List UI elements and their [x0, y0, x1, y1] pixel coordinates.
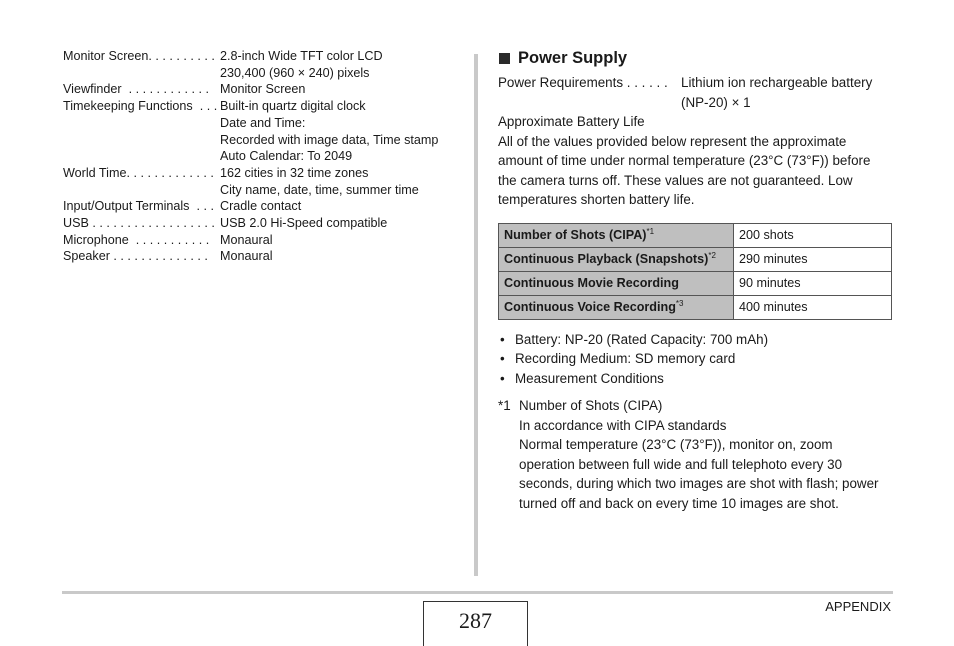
table-key-text: Continuous Voice Recording	[504, 300, 676, 314]
bullet-dot-icon: •	[500, 370, 505, 386]
spec-label: USB . . . . . . . . . . . . . . . . . .	[63, 216, 215, 231]
column-divider	[474, 54, 478, 576]
condition-list	[498, 330, 892, 389]
table-key-text: Number of Shots (CIPA)	[504, 228, 647, 242]
footnote-mark: *1	[498, 398, 511, 413]
spec-row	[63, 248, 463, 265]
power-supply-section	[498, 47, 892, 513]
spec-label: Input/Output Terminals . . .	[63, 199, 214, 214]
spec-value-cont: Auto Calendar: To 2049	[220, 149, 353, 164]
spec-value: 162 cities in 32 time zones	[220, 165, 369, 180]
footnote-body: Normal temperature (23°C (73°F)), monitor on, zoom operation between full wide and full telephoto every 30 seconds, during which two images are shot with flash; power turned off and back on every time 10 images are shot.	[519, 437, 879, 511]
spec-label: Speaker . . . . . . . . . . . . . .	[63, 249, 208, 264]
table-key-text: Continuous Playback (Snapshots)	[504, 252, 709, 266]
spec-value-cont: 230,400 (960 × 240) pixels	[220, 65, 370, 80]
footnote-ref: *1	[646, 227, 655, 236]
spec-value-cont: City name, date, time, summer time	[220, 182, 419, 197]
section-title: Power Supply	[518, 49, 628, 67]
list-item	[498, 349, 892, 369]
spec-label: World Time. . . . . . . . . . . . .	[63, 165, 214, 180]
spec-label: Timekeeping Functions . . .	[63, 99, 218, 114]
table-key	[499, 271, 734, 295]
table-row	[499, 295, 892, 319]
table-row	[499, 271, 892, 295]
spec-list	[63, 48, 463, 265]
footer-divider	[62, 591, 893, 594]
spec-row	[63, 165, 463, 182]
table-row	[499, 223, 892, 247]
footnote-title: Number of Shots (CIPA)	[519, 398, 663, 413]
spec-value-cont: Date and Time:	[220, 115, 306, 130]
spec-value-cont: Recorded with image data, Time stamp	[220, 132, 439, 147]
spec-label: Viewfinder . . . . . . . . . . . .	[63, 82, 210, 97]
table-value: 200 shots	[734, 223, 892, 247]
spec-row	[63, 232, 463, 249]
spec-value: Built-in quartz digital clock	[220, 99, 366, 114]
spec-value: Monitor Screen	[220, 82, 306, 97]
spec-rows	[63, 48, 463, 265]
table-row	[499, 247, 892, 271]
spec-value: 2.8-inch Wide TFT color LCD	[220, 49, 383, 63]
table-value: 90 minutes	[734, 271, 892, 295]
table-key-text: Continuous Movie Recording	[504, 276, 679, 290]
table-key	[499, 247, 734, 271]
list-item-text: Recording Medium: SD memory card	[515, 351, 736, 366]
spec-row	[63, 198, 463, 215]
spec-value: Cradle contact	[220, 199, 302, 214]
table-value: 290 minutes	[734, 247, 892, 271]
battery-life-table	[498, 223, 892, 320]
bullet-dot-icon: •	[500, 331, 505, 347]
list-item	[498, 330, 892, 350]
list-item-text: Battery: NP-20 (Rated Capacity: 700 mAh)	[515, 331, 769, 347]
spec-row	[63, 98, 463, 115]
page-number: 287	[423, 601, 528, 646]
spec-row	[63, 215, 463, 232]
spec-row	[63, 48, 463, 65]
battery-life-description: All of the values provided below represent the approximate amount of time under normal temperature (23°C (73°F)) before the camera turns off. These values are not guaranteed. Low temperatures shorten battery life.	[498, 133, 871, 207]
footnote-ref: *3	[675, 299, 684, 308]
power-requirements-value: Lithium ion rechargeable battery	[681, 75, 873, 90]
spec-label: Microphone . . . . . . . . . . .	[63, 232, 210, 247]
footnote-1	[498, 396, 892, 513]
section-heading	[498, 47, 892, 69]
footnote-ref: *2	[708, 251, 716, 260]
bullet-dot-icon: •	[500, 351, 505, 366]
list-item-text: Measurement Conditions	[515, 370, 664, 386]
spec-label: Monitor Screen. . . . . . . . . .	[63, 49, 215, 63]
table-value: 400 minutes	[734, 295, 892, 319]
power-requirements-row	[498, 73, 892, 93]
footnote-line: In accordance with CIPA standards	[519, 417, 727, 433]
spec-value: USB 2.0 Hi-Speed compatible	[220, 216, 388, 231]
section-label: APPENDIX	[825, 599, 891, 614]
power-requirements-label: Power Requirements . . . . . .	[498, 75, 668, 90]
spec-value: Monaural	[220, 249, 273, 264]
table-key	[499, 295, 734, 319]
spec-value: Monaural	[220, 232, 273, 247]
list-item	[498, 369, 892, 389]
battery-life-title: Approximate Battery Life	[498, 114, 645, 129]
power-requirements-cont: (NP-20) × 1	[681, 94, 751, 110]
spec-row	[63, 81, 463, 98]
table-key	[499, 223, 734, 247]
square-bullet-icon	[499, 53, 510, 64]
